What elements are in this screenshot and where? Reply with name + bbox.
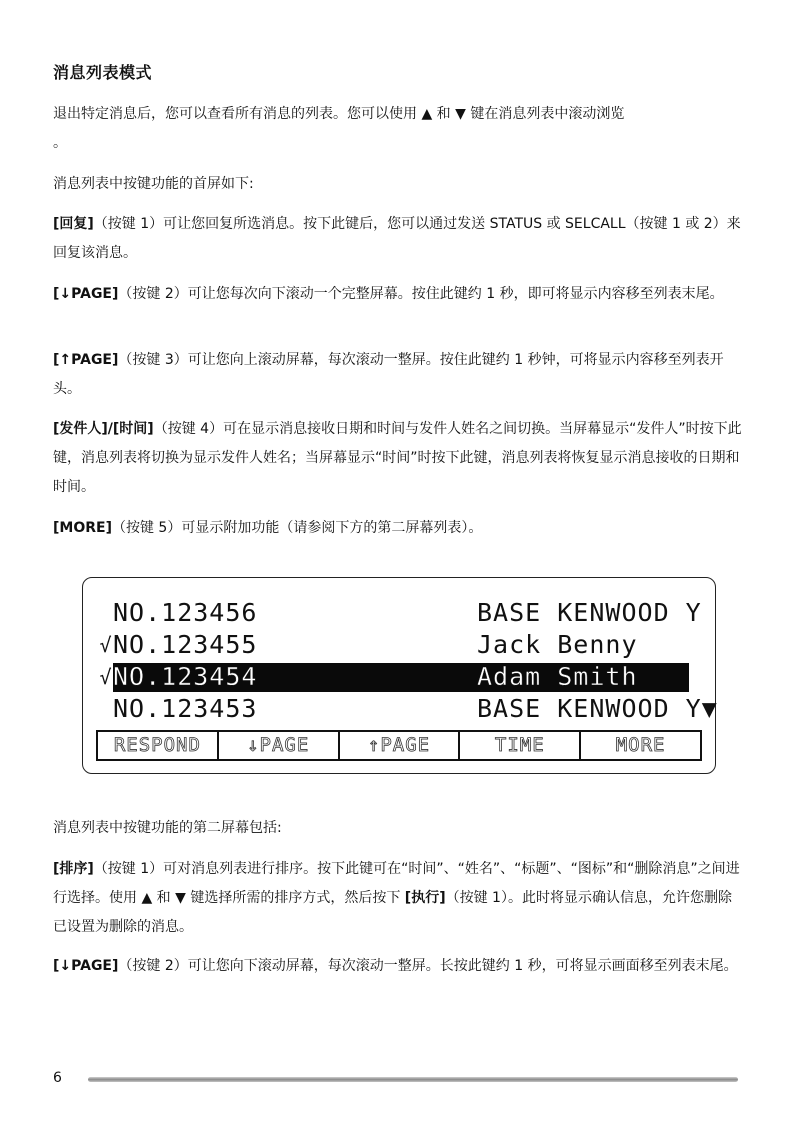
softkey-bar [96,730,702,761]
message-number: NO.123456 [113,598,258,627]
more-key-label: [MORE] [53,520,112,536]
lcd-display-figure [82,577,716,774]
page-down-key-label: [↓PAGE] [53,286,119,302]
message-number: NO.123454 [113,662,258,691]
respond-description: [回复]（按键 1）可让您回复所选消息。按下此键后，您可以通过发送 STATUS 或 SELCALL（按键 1 或 2）来回复该消息。 [53,216,741,261]
time-softkey[interactable]: TIME [460,732,581,759]
page-title: 消息列表模式 [53,63,153,82]
message-sender: BASE KENWOOD Y▼ [477,694,718,723]
message-sender: Jack Benny [477,630,638,659]
respond-softkey[interactable]: RESPOND [98,732,219,759]
message-number: NO.123453 [113,694,258,723]
message-list-row-selected [99,662,689,692]
sender-time-key-label: [发件人]/[时间] [53,421,154,437]
intro-paragraph: 退出特定消息后，您可以查看所有消息的列表。您可以使用 ▲ 和 ▼ 键在消息列表中滚动浏览 。 [53,106,625,151]
message-sender: Adam Smith [477,662,638,691]
page-number: 6 [53,1070,62,1086]
page-up-description: [↑PAGE]（按键 3）可让您向上滚动屏幕，每次滚动一整屏。按住此键约 1 秒钟，可将显示内容移至列表开头。 [53,352,724,397]
second-screen-heading: 消息列表中按键功能的第二屏幕包括: [53,820,282,836]
message-sender: BASE KENWOOD Y [477,598,702,627]
page-up-softkey[interactable]: ↑PAGE [340,732,461,759]
sender-time-description: [发件人]/[时间]（按键 4）可在显示消息接收日期和时间与发件人姓名之间切换。当屏幕显示“发件人”时按下此键，消息列表将切换为显示发件人姓名；当屏幕显示“时间”时按下此键，消息列表将恢复显示消息接收的日期和时间。 [53,421,742,495]
sort-description: [排序]（按键 1）可对消息列表进行排序。按下此键可在“时间”、“姓名”、“标题”、“图标”和“删除消息”之间进行选择。使用 ▲ 和 ▼ 键选择所需的排序方式，然后按下 [执行]（按键 1）。此时将显示确认信息，允许您删除已设置为删除的消息。 [53,861,740,935]
page-down-2-description: [↓PAGE]（按键 2）可让您向下滚动屏幕，每次滚动一整屏。长按此键约 1 秒，可将显示画面移至列表末尾。 [53,958,738,974]
page-down-description: [↓PAGE]（按键 2）可让您每次向下滚动一个完整屏幕。按住此键约 1 秒，即可将显示内容移至列表末尾。 [53,286,724,302]
respond-key-label: [回复] [53,216,94,232]
message-number: NO.123455 [113,630,258,659]
first-screen-heading: 消息列表中按键功能的首屏如下: [53,176,254,192]
page-down-2-key-label: [↓PAGE] [53,958,119,974]
check-mark-icon: √ [99,633,113,657]
footer-divider [88,1077,738,1082]
check-mark-icon: √ [99,665,113,689]
sort-key-label: [排序] [53,861,94,877]
page-up-key-label: [↑PAGE] [53,352,119,368]
more-softkey[interactable]: MORE [615,734,666,756]
execute-key-label: [执行] [404,890,446,906]
message-list-row [99,598,702,628]
more-description: [MORE]（按键 5）可显示附加功能（请参阅下方的第二屏幕列表）。 [53,520,483,536]
message-list-row [99,694,718,724]
message-list-row [99,630,689,660]
page-down-softkey[interactable]: ↓PAGE [219,732,340,759]
